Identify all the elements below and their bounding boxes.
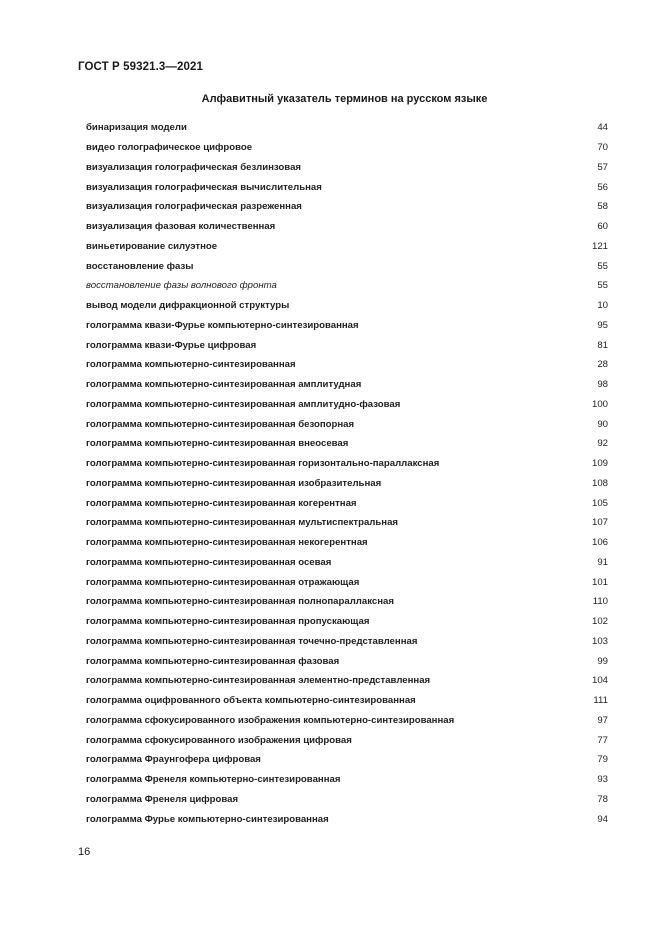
index-entry-page: 105 bbox=[591, 497, 608, 509]
index-entry bbox=[86, 809, 608, 829]
index-entry bbox=[86, 671, 608, 691]
index-entry-term: голограмма оцифрованного объекта компьютерно-синтезированная bbox=[86, 695, 416, 707]
index-entry-page: 93 bbox=[597, 774, 608, 786]
index-entry-term: голограмма компьютерно-синтезированная некогерентная bbox=[86, 537, 368, 549]
page-number: 16 bbox=[78, 846, 91, 858]
index-entry-page: 111 bbox=[593, 695, 608, 707]
index-entry-page: 109 bbox=[591, 458, 608, 470]
index-entry-term: голограмма компьютерно-синтезированная фазовая bbox=[86, 655, 340, 667]
index-entry bbox=[86, 118, 608, 138]
index-entry-term: голограмма компьютерно-синтезированная внеосевая bbox=[86, 438, 349, 450]
index-entry-page: 94 bbox=[597, 813, 608, 825]
index-entry-term: виньетирование силуэтное bbox=[86, 240, 218, 252]
index-entry-page: 121 bbox=[591, 240, 608, 252]
index-entry-page: 91 bbox=[597, 556, 608, 568]
index-entry bbox=[86, 414, 608, 434]
index-entry bbox=[86, 493, 608, 513]
index-entry-page: 92 bbox=[597, 438, 608, 450]
index-entry-term: голограмма компьютерно-синтезированная изобразительная bbox=[86, 477, 382, 489]
index-entry bbox=[86, 572, 608, 592]
index-entry-page: 110 bbox=[592, 596, 608, 608]
index-entry bbox=[86, 711, 608, 731]
index-entry bbox=[86, 138, 608, 158]
term-index-list bbox=[86, 118, 608, 829]
index-entry bbox=[86, 691, 608, 711]
index-entry-term: голограмма сфокусированного изображения цифровая bbox=[86, 734, 352, 746]
index-entry bbox=[86, 395, 608, 415]
index-title: Алфавитный указатель терминов на русском языке bbox=[201, 93, 488, 105]
index-entry-term: восстановление фазы bbox=[86, 260, 194, 272]
index-entry-term: голограмма компьютерно-синтезированная точечно-представленная bbox=[86, 635, 418, 647]
index-entry-term: голограмма квази-Фурье цифровая bbox=[86, 339, 257, 351]
index-entry-term: голограмма Френеля цифровая bbox=[86, 793, 239, 805]
index-entry-page: 90 bbox=[597, 418, 608, 430]
index-entry-term: вывод модели дифракционной структуры bbox=[86, 300, 290, 312]
index-entry-page: 104 bbox=[591, 675, 608, 687]
index-entry-page: 100 bbox=[591, 398, 608, 410]
index-entry bbox=[86, 592, 608, 612]
index-entry-page: 79 bbox=[597, 754, 608, 766]
index-entry-page: 101 bbox=[591, 576, 608, 588]
index-entry-page: 99 bbox=[597, 655, 608, 667]
index-entry-term: видео голографическое цифровое bbox=[86, 142, 253, 154]
index-entry-page: 108 bbox=[591, 477, 608, 489]
index-entry-term: голограмма компьютерно-синтезированная отражающая bbox=[86, 576, 360, 588]
index-entry-term: визуализация голографическая вычислительная bbox=[86, 181, 322, 193]
index-entry-page: 55 bbox=[597, 280, 608, 292]
index-entry-term: восстановление фазы волнового фронта bbox=[86, 280, 277, 292]
index-entry bbox=[86, 750, 608, 770]
index-entry-term: голограмма Фурье компьютерно-синтезированная bbox=[86, 813, 329, 825]
index-entry-page: 106 bbox=[591, 537, 608, 549]
index-entry bbox=[86, 158, 608, 178]
index-entry bbox=[86, 651, 608, 671]
index-entry-page: 10 bbox=[597, 300, 608, 312]
index-entry-page: 55 bbox=[597, 260, 608, 272]
index-entry-term: голограмма компьютерно-синтезированная безопорная bbox=[86, 418, 355, 430]
index-entry-term: голограмма компьютерно-синтезированная мультиспектральная bbox=[86, 517, 399, 529]
index-entry-term: голограмма Френеля компьютерно-синтезированная bbox=[86, 774, 341, 786]
index-entry-term: голограмма компьютерно-синтезированная пропускающая bbox=[86, 616, 370, 628]
index-entry-term: голограмма компьютерно-синтезированная элементно-представленная bbox=[86, 675, 431, 687]
index-entry-page: 97 bbox=[597, 714, 608, 726]
index-entry bbox=[86, 276, 608, 296]
index-entry-term: голограмма компьютерно-синтезированная когерентная bbox=[86, 497, 357, 509]
index-entry-page: 44 bbox=[597, 122, 608, 134]
index-entry bbox=[86, 434, 608, 454]
index-entry-page: 102 bbox=[591, 616, 608, 628]
index-entry-page: 78 bbox=[597, 793, 608, 805]
index-entry bbox=[86, 197, 608, 217]
index-entry-page: 103 bbox=[591, 635, 608, 647]
index-entry bbox=[86, 375, 608, 395]
index-entry-page: 60 bbox=[597, 221, 608, 233]
index-entry bbox=[86, 355, 608, 375]
index-entry-term: голограмма Фраунгофера цифровая bbox=[86, 754, 261, 766]
index-entry-term: визуализация голографическая безлинзовая bbox=[86, 161, 302, 173]
index-entry-term: визуализация фазовая количественная bbox=[86, 221, 276, 233]
index-entry bbox=[86, 730, 608, 750]
index-entry bbox=[86, 454, 608, 474]
index-entry bbox=[86, 632, 608, 652]
index-entry bbox=[86, 237, 608, 257]
index-entry-page: 81 bbox=[597, 339, 608, 351]
index-entry bbox=[86, 553, 608, 573]
index-entry-term: голограмма сфокусированного изображения компьютерно-синтезированная bbox=[86, 714, 455, 726]
index-entry-term: голограмма компьютерно-синтезированная bbox=[86, 359, 296, 371]
index-entry-term: бинаризация модели bbox=[86, 122, 187, 134]
index-entry bbox=[86, 612, 608, 632]
index-entry-page: 70 bbox=[597, 142, 608, 154]
index-entry bbox=[86, 770, 608, 790]
index-entry-term: голограмма компьютерно-синтезированная амплитудно-фазовая bbox=[86, 398, 401, 410]
index-entry-page: 58 bbox=[597, 201, 608, 213]
index-entry bbox=[86, 790, 608, 810]
index-entry-page: 98 bbox=[597, 379, 608, 391]
index-entry-term: визуализация голографическая разреженная bbox=[86, 201, 302, 213]
index-entry bbox=[86, 296, 608, 316]
index-entry-page: 57 bbox=[597, 161, 608, 173]
index-entry-term: голограмма компьютерно-синтезированная осевая bbox=[86, 556, 332, 568]
index-entry-page: 77 bbox=[597, 734, 608, 746]
index-entry-term: голограмма компьютерно-синтезированная полнопараллаксная bbox=[86, 596, 394, 608]
index-entry-page: 95 bbox=[597, 319, 608, 331]
index-entry-page: 56 bbox=[597, 181, 608, 193]
index-entry bbox=[86, 256, 608, 276]
document-code: ГОСТ Р 59321.3—2021 bbox=[78, 61, 203, 73]
index-entry-page: 28 bbox=[597, 359, 608, 371]
index-entry bbox=[86, 335, 608, 355]
index-entry bbox=[86, 533, 608, 553]
index-entry bbox=[86, 513, 608, 533]
index-entry-term: голограмма компьютерно-синтезированная горизонтально-параллаксная bbox=[86, 458, 440, 470]
index-entry-page: 107 bbox=[591, 517, 608, 529]
index-entry bbox=[86, 316, 608, 336]
index-entry bbox=[86, 474, 608, 494]
index-entry-term: голограмма квази-Фурье компьютерно-синтезированная bbox=[86, 319, 359, 331]
index-entry bbox=[86, 217, 608, 237]
index-entry-term: голограмма компьютерно-синтезированная амплитудная bbox=[86, 379, 362, 391]
index-entry bbox=[86, 177, 608, 197]
